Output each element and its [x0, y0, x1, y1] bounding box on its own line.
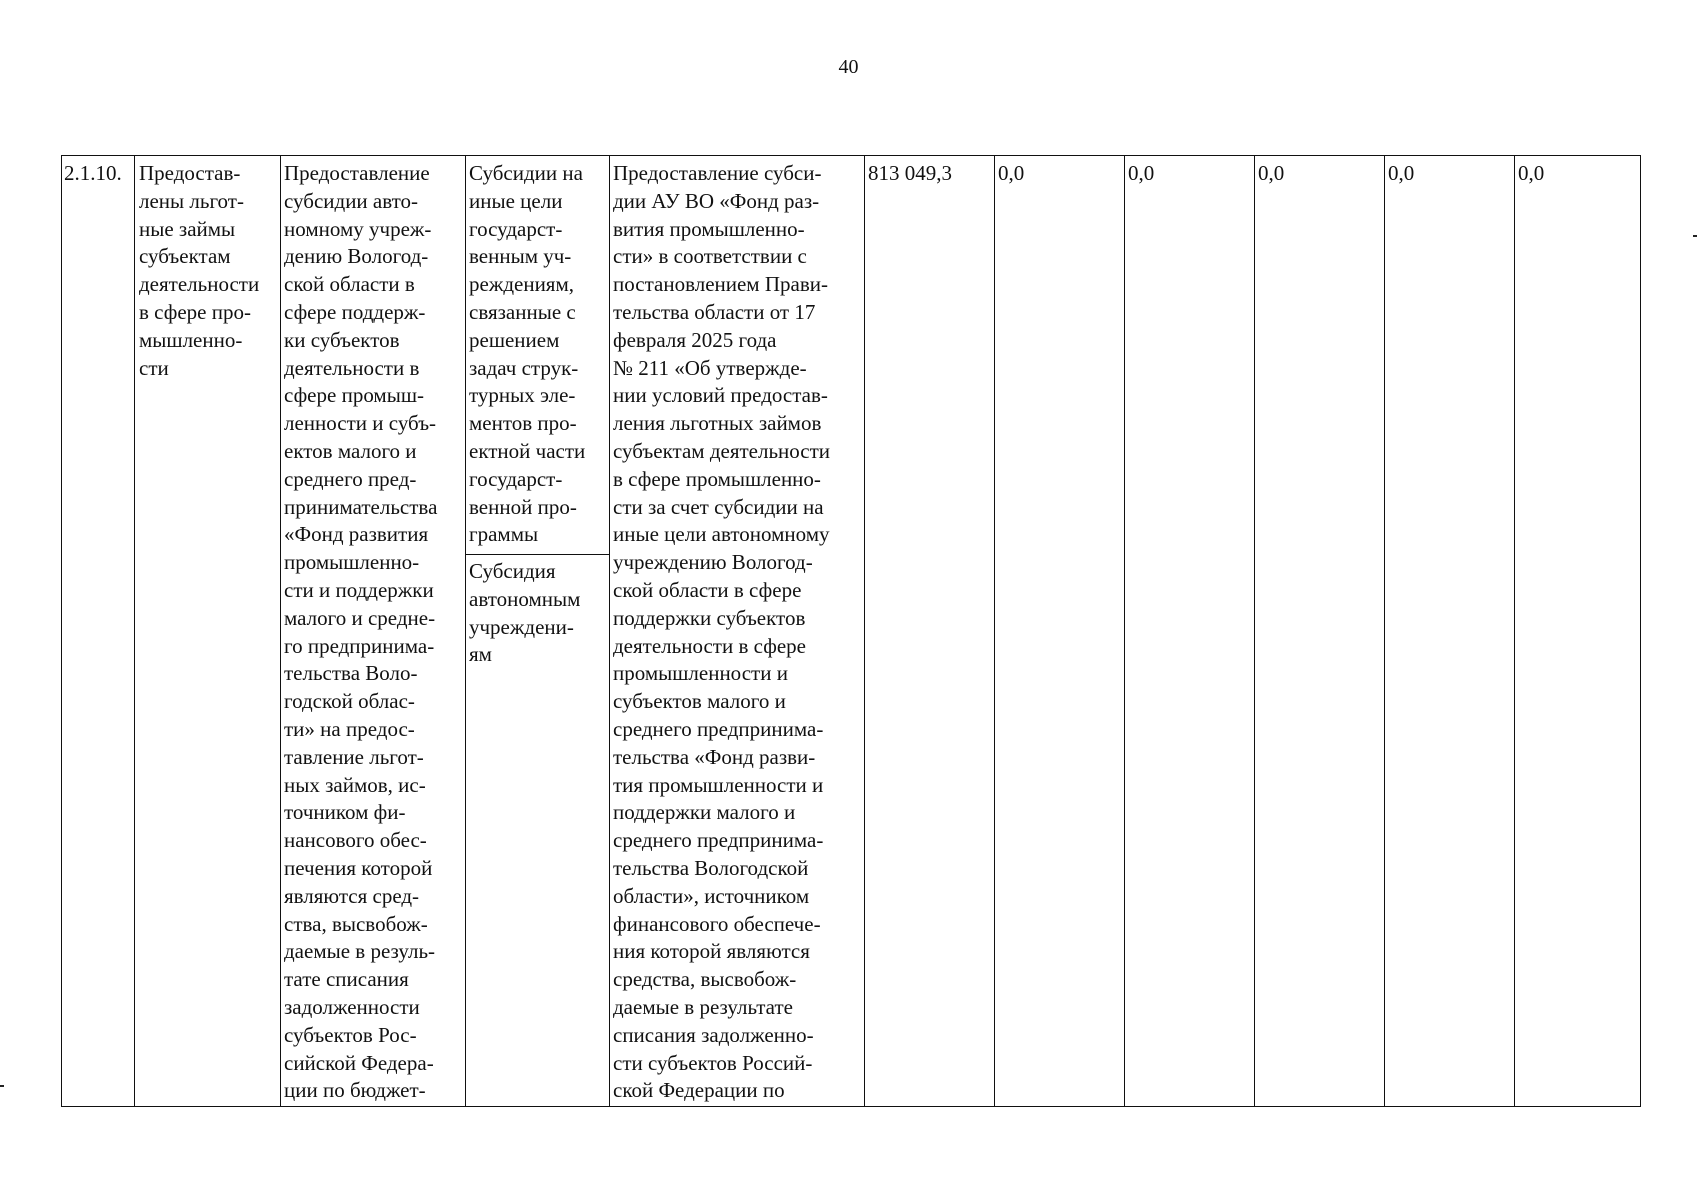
event-cell: [284, 160, 437, 1105]
event-line: ных займов, ис-: [284, 772, 426, 797]
event-line: тате списания: [284, 967, 409, 992]
scan-mark: [1693, 235, 1697, 237]
event-line: ской области в: [284, 272, 415, 297]
description-line: субъектам деятельности: [613, 438, 831, 463]
description-line: среднего предпринима-: [613, 828, 824, 853]
result-line: субъектам: [139, 244, 231, 269]
description-line: сти субъектов Россий-: [613, 1050, 813, 1075]
page-number: 40: [838, 56, 859, 78]
column-divider: [864, 156, 865, 1106]
budget-table: [61, 155, 1641, 1107]
amount-year-5: 0,0: [1518, 161, 1545, 185]
amount-total: 813 049,3: [868, 161, 952, 185]
subsidy-type-line: связанные с: [469, 299, 576, 324]
event-line: промышленно-: [284, 550, 420, 575]
result-line: лены льгот-: [139, 188, 244, 213]
result-cell: [139, 160, 259, 382]
column-divider: [1124, 156, 1125, 1106]
description-line: тельства «Фонд разви-: [613, 744, 816, 769]
description-line: учреждению Вологод-: [613, 550, 813, 575]
description-line: списания задолженно-: [613, 1022, 814, 1047]
description-line: в сфере промышленно-: [613, 466, 821, 491]
amount-year-1: 0,0: [998, 161, 1025, 185]
event-line: номному учреж-: [284, 216, 432, 241]
description-line: тия промышленности и: [613, 772, 824, 797]
amount-year-4: 0,0: [1388, 161, 1415, 185]
event-line: ки субъектов: [284, 327, 400, 352]
subsidy-type-line: иные цели: [469, 188, 563, 213]
recipient-type-cell: [469, 558, 580, 669]
column-divider: [994, 156, 995, 1106]
event-line: деятельности в: [284, 355, 420, 380]
column-divider: [280, 156, 281, 1106]
amount-year-3: 0,0: [1258, 161, 1285, 185]
description-line: нии условий предостав-: [613, 383, 828, 408]
event-line: сфере промыш-: [284, 383, 424, 408]
amount-year-2: 0,0: [1128, 161, 1155, 185]
event-line: Предоставление: [284, 161, 430, 185]
subsidy-type-line: венным уч-: [469, 244, 572, 269]
event-line: сфере поддерж-: [284, 299, 426, 324]
event-line: даемые в резуль-: [284, 939, 436, 964]
event-line: печения которой: [284, 855, 433, 880]
description-line: среднего предпринима-: [613, 716, 824, 741]
event-line: субъектов Рос-: [284, 1022, 417, 1047]
result-line: в сфере про-: [139, 299, 251, 324]
event-line: задолженности: [284, 994, 420, 1019]
event-line: дению Вологод-: [284, 244, 429, 269]
description-line: сти за счет субсидии на: [613, 494, 824, 519]
subsidy-type-line: турных эле-: [469, 383, 576, 408]
recipient-type-line: Субсидия: [469, 559, 556, 583]
description-line: иные цели автономному: [613, 522, 830, 547]
description-line: деятельности в сфере: [613, 633, 806, 658]
recipient-type-line: учреждени-: [469, 614, 574, 639]
column-divider: [465, 156, 466, 1106]
description-line: ния которой являются: [613, 939, 810, 964]
subsidy-type-line: ектной части: [469, 438, 586, 463]
description-line: средства, высвобож-: [613, 967, 797, 992]
subsidy-type-line: ментов про-: [469, 411, 577, 436]
description-line: № 211 «Об утвержде-: [613, 355, 807, 380]
subsidy-type-line: государст-: [469, 466, 563, 491]
result-line: мышленно-: [139, 327, 243, 352]
subsidy-type-line: задач струк-: [469, 355, 579, 380]
event-line: тавление льгот-: [284, 744, 424, 769]
event-line: принимательства: [284, 494, 438, 519]
event-line: субсидии авто-: [284, 188, 419, 213]
column-divider: [609, 156, 610, 1106]
subsidy-type-cell: [469, 160, 585, 549]
scan-mark: [0, 1085, 4, 1087]
event-line: годской облас-: [284, 689, 415, 714]
column-divider: [134, 156, 135, 1106]
description-line: поддержки субъектов: [613, 605, 806, 630]
result-line: сти: [139, 355, 169, 380]
column-divider: [1254, 156, 1255, 1106]
description-line: ской Федерации по: [613, 1078, 785, 1103]
event-line: ектов малого и: [284, 438, 417, 463]
subsidy-type-line: венной про-: [469, 494, 577, 519]
description-line: ской области в сфере: [613, 577, 802, 602]
event-line: ции по бюджет-: [284, 1078, 426, 1103]
description-line: вития промышленно-: [613, 216, 805, 241]
description-line: Предоставление субси-: [613, 161, 822, 185]
subsidy-type-line: граммы: [469, 522, 539, 547]
event-line: тельства Воло-: [284, 661, 418, 686]
result-line: ные займы: [139, 216, 236, 241]
description-line: даемые в результате: [613, 994, 793, 1019]
subsidy-type-line: решением: [469, 327, 560, 352]
event-line: сти и поддержки: [284, 577, 434, 602]
subsidy-type-line: Субсидии на: [469, 161, 583, 185]
description-line: постановлением Прави-: [613, 272, 828, 297]
event-line: ленности и субъ-: [284, 411, 437, 436]
description-line: поддержки малого и: [613, 800, 796, 825]
event-line: являются сред-: [284, 883, 420, 908]
description-line: тельства Вологодской: [613, 855, 809, 880]
column-divider: [1384, 156, 1385, 1106]
description-line: финансового обеспече-: [613, 911, 821, 936]
result-line: Предостав-: [139, 161, 241, 185]
recipient-type-line: автономным: [469, 586, 581, 611]
column-divider: [1514, 156, 1515, 1106]
subsidy-type-line: государст-: [469, 216, 563, 241]
description-line: тельства области от 17: [613, 299, 816, 324]
event-line: ти» на предос-: [284, 716, 415, 741]
event-line: го предпринима-: [284, 633, 435, 658]
type-cell-divider: [465, 554, 609, 555]
description-line: ления льготных займов: [613, 411, 822, 436]
event-line: ства, высвобож-: [284, 911, 428, 936]
row-number: 2.1.10.: [64, 161, 122, 185]
description-line: дии АУ ВО «Фонд раз-: [613, 188, 820, 213]
recipient-type-line: ям: [469, 642, 492, 667]
event-line: «Фонд развития: [284, 522, 429, 547]
description-line: сти» в соответствии с: [613, 244, 807, 269]
description-line: субъектов малого и: [613, 689, 786, 714]
description-cell: [613, 160, 830, 1105]
description-line: промышленности и: [613, 661, 788, 686]
description-line: области», источником: [613, 883, 810, 908]
subsidy-type-line: реждениям,: [469, 272, 575, 297]
result-line: деятельности: [139, 272, 260, 297]
event-line: точником фи-: [284, 800, 406, 825]
event-line: нансового обес-: [284, 828, 427, 853]
description-line: февраля 2025 года: [613, 327, 777, 352]
event-line: малого и средне-: [284, 605, 436, 630]
event-line: сийской Федера-: [284, 1050, 434, 1075]
event-line: среднего пред-: [284, 466, 417, 491]
